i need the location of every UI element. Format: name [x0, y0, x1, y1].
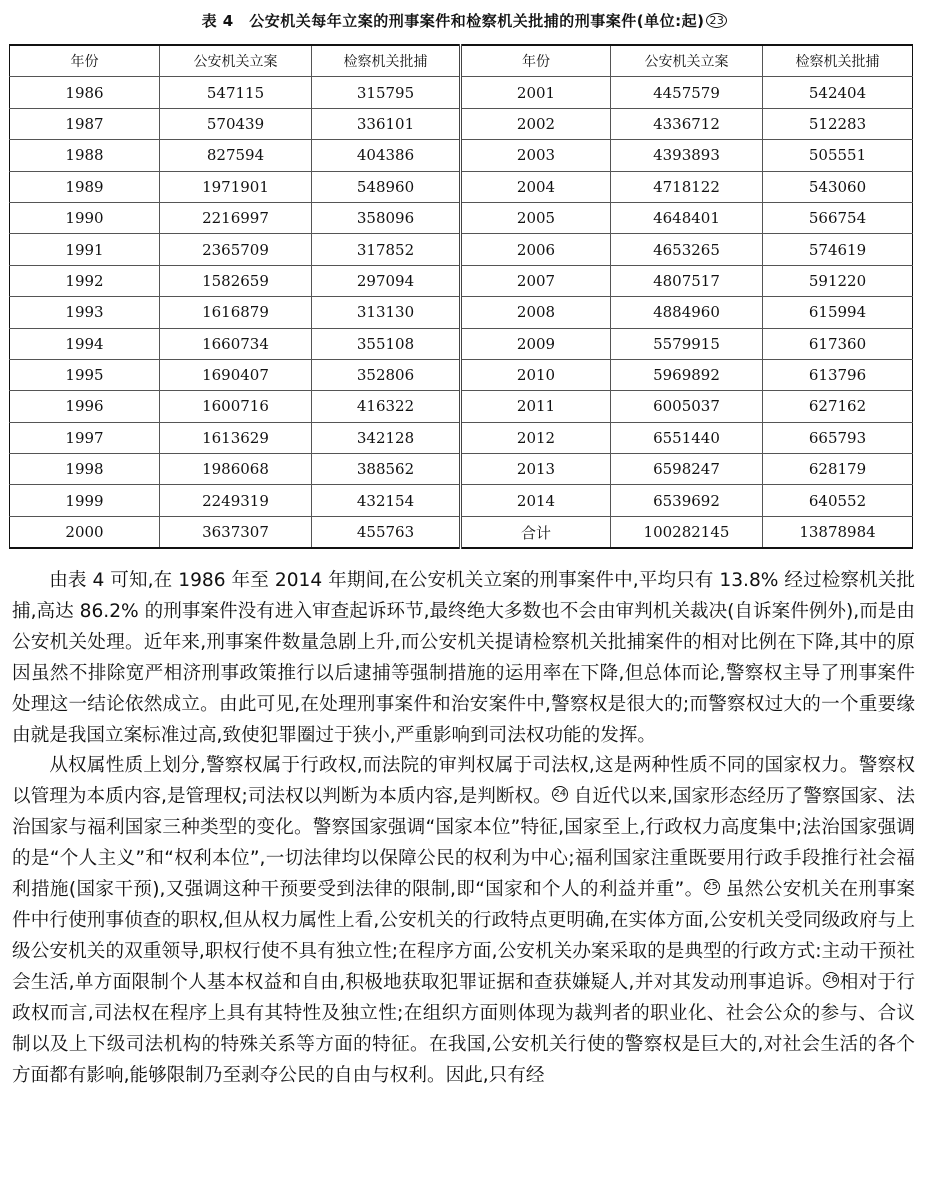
table-cell: 547115	[160, 77, 312, 108]
table-cell: 1995	[10, 359, 160, 390]
table-cell: 2216997	[160, 202, 312, 233]
column-header: 公安机关立案	[160, 45, 312, 77]
table-cell: 2008	[461, 297, 611, 328]
table-cell: 505551	[763, 140, 913, 171]
table-row	[10, 140, 913, 171]
table-cell: 2014	[461, 485, 611, 516]
paragraph-2-part-c: 虽然公安机关在刑事案件中行使刑事侦查的职权,但从权力属性上看,公安机关的行政特点更明确,在实体方面,公安机关受同级政府与上级公安机关的双重领导,职权行使不具有独立性;在程序方面,公安机关办案采取的是典型的行政方式:主动干预社会生活,单方面限制个人基本权益和自由,积极地获取犯罪证据和查获嫌疑人,并对其发动刑事追诉。	[12, 879, 915, 993]
table-cell: 1660734	[160, 328, 312, 359]
table-cell: 5579915	[611, 328, 763, 359]
table-row	[10, 171, 913, 202]
table-row	[10, 297, 913, 328]
table-cell: 6539692	[611, 485, 763, 516]
footnote-marker: 25	[704, 879, 720, 895]
table-cell: 574619	[763, 234, 913, 265]
table-cell: 455763	[312, 516, 461, 548]
table-row	[10, 485, 913, 516]
table-cell: 2012	[461, 422, 611, 453]
table-cell: 665793	[763, 422, 913, 453]
table-cell: 4718122	[611, 171, 763, 202]
table-cell: 6005037	[611, 391, 763, 422]
table-cell: 432154	[312, 485, 461, 516]
table-cell: 1971901	[160, 171, 312, 202]
table-cell: 合计	[461, 516, 611, 548]
table-cell: 1988	[10, 140, 160, 171]
table-cell: 342128	[312, 422, 461, 453]
paragraph-2-part-d: 相对于行政权而言,司法权在程序上具有其特性及独立性;在组织方面则体现为裁判者的职业化、社会公众的参与、合议制以及上下级司法机构的特殊关系等方面的特征。在我国,公安机关行使的警察权是巨大的,对社会生活的各个方面都有影响,能够限制乃至剥夺公民的自由与权利。因此,只有经	[12, 971, 915, 1086]
table-cell: 1991	[10, 234, 160, 265]
table-cell: 5969892	[611, 359, 763, 390]
table-cell: 297094	[312, 265, 461, 296]
paragraph-2-part-a: 从权属性质上划分,警察权属于行政权,而法院的审判权属于司法权,这是两种性质不同的国家权力。警察权以管理为本质内容,是管理权;司法权以判断为本质内容,是判断权。	[12, 755, 915, 808]
table-row	[10, 202, 913, 233]
table-cell: 358096	[312, 202, 461, 233]
table-cell: 317852	[312, 234, 461, 265]
table-row	[10, 234, 913, 265]
table-row	[10, 328, 913, 359]
table-cell: 543060	[763, 171, 913, 202]
column-header: 公安机关立案	[611, 45, 763, 77]
table-cell: 4653265	[611, 234, 763, 265]
table-row	[10, 108, 913, 139]
table-cell: 404386	[312, 140, 461, 171]
table-cell: 2000	[10, 516, 160, 548]
footnote-marker: 26	[823, 972, 839, 988]
table-cell: 1994	[10, 328, 160, 359]
table-cell: 1992	[10, 265, 160, 296]
table-cell: 566754	[763, 202, 913, 233]
cases-table	[9, 44, 913, 549]
table-cell: 1600716	[160, 391, 312, 422]
table-cell: 617360	[763, 328, 913, 359]
table-cell: 2011	[461, 391, 611, 422]
table-cell: 1986	[10, 77, 160, 108]
table-cell: 2013	[461, 454, 611, 485]
table-cell: 1613629	[160, 422, 312, 453]
table-row	[10, 516, 913, 548]
paragraph-2	[12, 751, 915, 1091]
table-cell: 1987	[10, 108, 160, 139]
table-cell: 6551440	[611, 422, 763, 453]
table-row	[10, 422, 913, 453]
table-caption-text: 表 4 公安机关每年立案的刑事案件和检察机关批捕的刑事案件(单位:起)	[201, 12, 705, 30]
table-cell: 352806	[312, 359, 461, 390]
table-cell: 1999	[10, 485, 160, 516]
table-cell: 2249319	[160, 485, 312, 516]
table-cell: 4336712	[611, 108, 763, 139]
table-cell: 13878984	[763, 516, 913, 548]
table-cell: 2365709	[160, 234, 312, 265]
table-cell: 2002	[461, 108, 611, 139]
table-caption	[0, 10, 929, 31]
column-header: 检察机关批捕	[312, 45, 461, 77]
footnote-marker: 23	[706, 13, 727, 28]
table-cell: 416322	[312, 391, 461, 422]
table-cell: 591220	[763, 265, 913, 296]
table-cell: 2003	[461, 140, 611, 171]
table-cell: 640552	[763, 485, 913, 516]
table-cell: 355108	[312, 328, 461, 359]
table-cell: 512283	[763, 108, 913, 139]
table-cell: 4457579	[611, 77, 763, 108]
table-cell: 3637307	[160, 516, 312, 548]
column-header: 年份	[10, 45, 160, 77]
table-row	[10, 359, 913, 390]
table-cell: 1986068	[160, 454, 312, 485]
table-cell: 542404	[763, 77, 913, 108]
table-cell: 1993	[10, 297, 160, 328]
table-cell: 4648401	[611, 202, 763, 233]
table-cell: 313130	[312, 297, 461, 328]
table-cell: 1582659	[160, 265, 312, 296]
table-cell: 1997	[10, 422, 160, 453]
table-cell: 1989	[10, 171, 160, 202]
footnote-marker: 24	[552, 786, 568, 802]
column-header: 检察机关批捕	[763, 45, 913, 77]
table-row	[10, 391, 913, 422]
table-cell: 2005	[461, 202, 611, 233]
table-cell: 1690407	[160, 359, 312, 390]
table-cell: 6598247	[611, 454, 763, 485]
table-cell: 1996	[10, 391, 160, 422]
table-cell: 4393893	[611, 140, 763, 171]
table-cell: 4884960	[611, 297, 763, 328]
table-cell: 100282145	[611, 516, 763, 548]
table-row	[10, 454, 913, 485]
table-cell: 2007	[461, 265, 611, 296]
table-cell: 2004	[461, 171, 611, 202]
body-text	[12, 566, 915, 1091]
table-cell: 1998	[10, 454, 160, 485]
table-cell: 615994	[763, 297, 913, 328]
table-cell: 627162	[763, 391, 913, 422]
table-cell: 613796	[763, 359, 913, 390]
table-cell: 2010	[461, 359, 611, 390]
table-cell: 336101	[312, 108, 461, 139]
table-cell: 548960	[312, 171, 461, 202]
table-cell: 570439	[160, 108, 312, 139]
table-row	[10, 265, 913, 296]
table-cell: 628179	[763, 454, 913, 485]
table-header-row	[10, 45, 913, 77]
table-cell: 388562	[312, 454, 461, 485]
column-header: 年份	[461, 45, 611, 77]
table-cell: 2001	[461, 77, 611, 108]
paragraph-2-part-b: 自近代以来,国家形态经历了警察国家、法治国家与福利国家三种类型的变化。警察国家强调“国家本位”特征,国家至上,行政权力高度集中;法治国家强调的是“个人主义”和“权利本位”,一切法律均以保障公民的权利为中心;福利国家注重既要用行政手段推行社会福利措施(国家干预),又强调这种干预要受到法律的限制,即“国家和个人的利益并重”。	[12, 786, 915, 901]
table-cell: 2009	[461, 328, 611, 359]
table-cell: 315795	[312, 77, 461, 108]
table-cell: 4807517	[611, 265, 763, 296]
table-row	[10, 77, 913, 108]
table-cell: 2006	[461, 234, 611, 265]
table-cell: 1616879	[160, 297, 312, 328]
table-cell: 827594	[160, 140, 312, 171]
table-cell: 1990	[10, 202, 160, 233]
paragraph-1: 由表 4 可知,在 1986 年至 2014 年期间,在公安机关立案的刑事案件中,平均只有 13.8% 经过检察机关批捕,高达 86.2% 的刑事案件没有进入审查起诉环节,最终绝大多数也不会由审判机关裁决(自诉案件例外),而是由公安机关处理。近年来,刑事案件数量急剧上升,而公安机关提请检察机关批捕案件的相对比例在下降,其中的原因虽然不排除宽严相济刑事政策推行以后逮捕等强制措施的运用率在下降,但总体而论,警察权主导了刑事案件处理这一结论依然成立。由此可见,在处理刑事案件和治安案件中,警察权是很大的;而警察权过大的一个重要缘由就是我国立案标准过高,致使犯罪圈过于狭小,严重影响到司法权功能的发挥。	[12, 570, 915, 746]
